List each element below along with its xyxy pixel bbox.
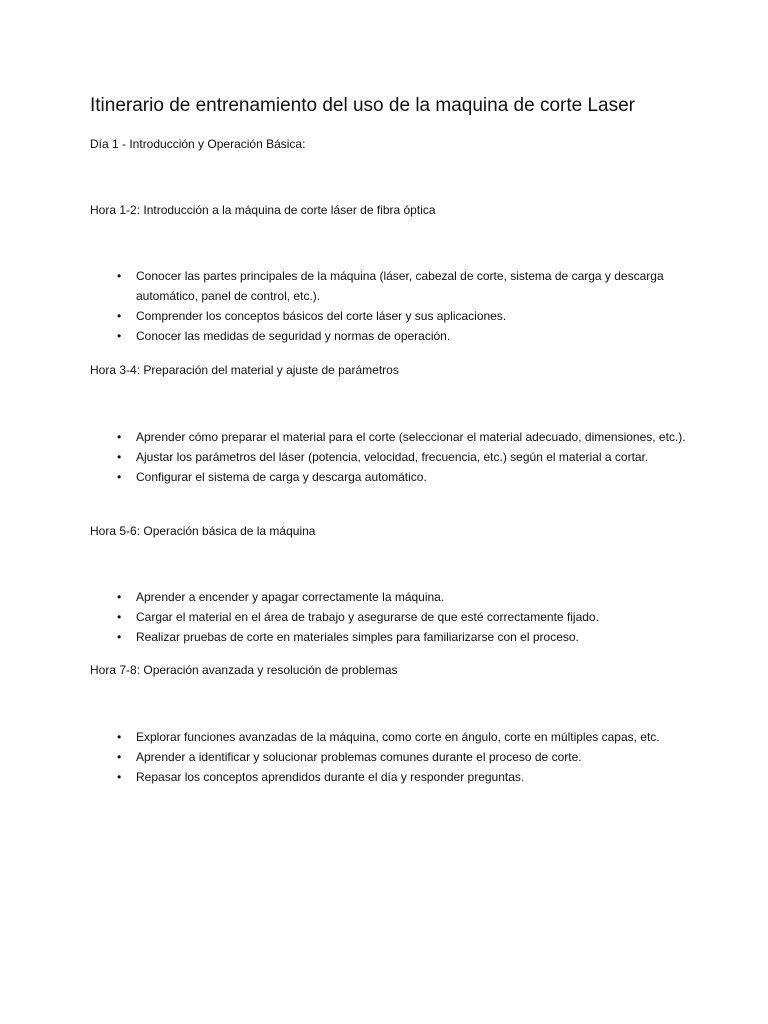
list-item — [90, 747, 690, 767]
day-heading: Día 1 - Introducción y Operación Básica: — [90, 137, 306, 151]
section-list-hour-1-2 — [90, 266, 690, 346]
list-item-text: Conocer las partes principales de la máquina (láser, cabezal de corte, sistema de carga y descarga automático, panel de control, etc.). — [136, 269, 664, 303]
list-item — [90, 607, 690, 627]
list-item — [90, 767, 690, 787]
list-item-text: Ajustar los parámetros del láser (potencia, velocidad, frecuencia, etc.) según el material a cortar. — [136, 450, 649, 464]
list-item — [90, 427, 690, 447]
bullet-icon: • — [117, 450, 122, 464]
section-list-hour-5-6 — [90, 587, 690, 647]
list-item — [90, 727, 690, 747]
list-item — [90, 467, 690, 487]
section-list-hour-3-4 — [90, 427, 690, 487]
list-item — [90, 447, 690, 467]
document-title: Itinerario de entrenamiento del uso de la maquina de corte Laser — [90, 95, 636, 116]
bullet-icon: • — [117, 430, 122, 444]
list-item-text: Configurar el sistema de carga y descarga automático. — [136, 470, 427, 484]
list-item-text: Realizar pruebas de corte en materiales simples para familiarizarse con el proceso. — [136, 630, 579, 644]
bullet-icon: • — [117, 750, 122, 764]
list-item-text: Explorar funciones avanzadas de la máquina, como corte en ángulo, corte en múltiples capas, etc. — [136, 730, 660, 744]
list-item-text: Cargar el material en el área de trabajo y asegurarse de que esté correctamente fijado. — [136, 610, 599, 624]
list-item-text: Comprender los conceptos básicos del corte láser y sus aplicaciones. — [136, 309, 507, 323]
bullet-icon: • — [117, 590, 122, 604]
section-heading-hour-7-8: Hora 7-8: Operación avanzada y resolución de problemas — [90, 663, 398, 677]
list-item — [90, 587, 690, 607]
list-item-text: Repasar los conceptos aprendidos durante el día y responder preguntas. — [136, 770, 525, 784]
bullet-icon: • — [117, 770, 122, 784]
list-item — [90, 266, 690, 306]
bullet-icon: • — [117, 630, 122, 644]
bullet-icon: • — [117, 309, 122, 323]
section-list-hour-7-8 — [90, 727, 690, 787]
bullet-icon: • — [117, 329, 122, 343]
section-heading-hour-3-4: Hora 3-4: Preparación del material y ajuste de parámetros — [90, 363, 399, 377]
list-item — [90, 627, 690, 647]
section-heading-hour-5-6: Hora 5-6: Operación básica de la máquina — [90, 524, 316, 538]
list-item-text: Aprender cómo preparar el material para el corte (seleccionar el material adecuado, dimensiones, etc.). — [136, 430, 686, 444]
list-item-text: Aprender a encender y apagar correctamente la máquina. — [136, 590, 445, 604]
bullet-icon: • — [117, 610, 122, 624]
list-item-text: Aprender a identificar y solucionar problemas comunes durante el proceso de corte. — [136, 750, 582, 764]
bullet-icon: • — [117, 470, 122, 484]
bullet-icon: • — [117, 730, 122, 744]
list-item — [90, 326, 690, 346]
list-item-text: Conocer las medidas de seguridad y normas de operación. — [136, 329, 451, 343]
bullet-icon: • — [117, 269, 122, 283]
section-heading-hour-1-2: Hora 1-2: Introducción a la máquina de corte láser de fibra óptica — [90, 203, 436, 217]
list-item — [90, 306, 690, 326]
